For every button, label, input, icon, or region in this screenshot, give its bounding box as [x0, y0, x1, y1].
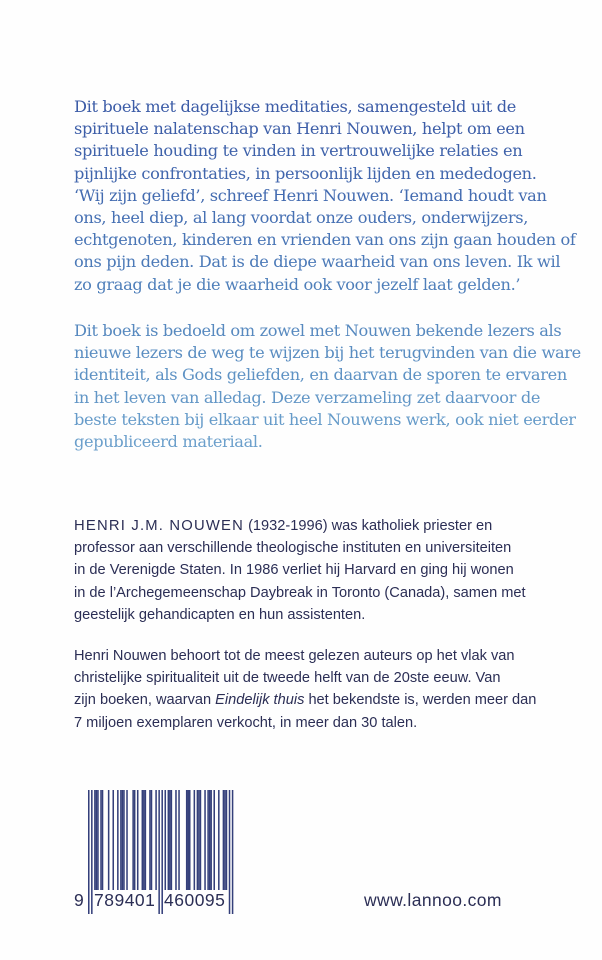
barcode-lead-digit: 9: [74, 890, 85, 910]
author-name: HENRI J.M. NOUWEN: [74, 518, 245, 534]
blurb-paragraph-2: [74, 320, 581, 453]
blurb-line: ons pijn deden. Dat is de diepe waarheid van ons leven. Ik wil: [74, 252, 561, 272]
blurb-line: spirituele houding te vinden in vertrouwelijke relaties en: [74, 141, 523, 161]
blurb-line: gepubliceerd materiaal.: [74, 432, 263, 452]
blurb-line: echtgenoten, kinderen en vrienden van ons zijn gaan houden of: [74, 230, 576, 250]
blurb-line: zo graag dat je die waarheid ook voor jezelf laat gelden.’: [74, 274, 521, 294]
bio-line: in de Verenigde Staten. In 1986 verliet hij Harvard en ging hij wonen: [74, 562, 514, 579]
blurb-line: ‘Wij zijn geliefd’, schreef Henri Nouwen. ‘Iemand houdt van: [74, 185, 547, 205]
barcode-left-digits: 789401: [94, 890, 158, 910]
author-bio-paragraph-1: [74, 515, 544, 626]
bio-line: [74, 689, 544, 711]
blurb-line: nieuwe lezers de weg te wijzen bij het terugvinden van die ware: [74, 343, 581, 363]
bio-text: zijn boeken, waarvan: [74, 692, 216, 709]
blurb-line: spirituele nalatenschap van Henri Nouwen, helpt om een: [74, 119, 525, 139]
blurb-line: in het leven van alledag. Deze verzameling zet daarvoor de: [74, 387, 541, 407]
blurb-line: identiteit, als Gods geliefden, en daarvan de sporen te ervaren: [74, 365, 567, 385]
bio-line: [74, 515, 544, 537]
bio-line: christelijke spiritualiteit uit de tweede helft van de 20ste eeuw. Van: [74, 670, 501, 687]
isbn-barcode: [74, 790, 254, 920]
book-title-italic: Eindelijk thuis: [215, 692, 305, 709]
bio-line: geestelijk gehandicapten en hun assistenten.: [74, 606, 366, 623]
author-bio-paragraph-2: [74, 645, 544, 734]
blurb-line: pijnlijke confrontaties, in persoonlijk lijden en mededogen.: [74, 163, 537, 183]
bio-line: in de l’Archegemeenschap Daybreak in Toronto (Canada), samen met: [74, 584, 526, 601]
bio-line: 7 miljoen exemplaren verkocht, in meer dan 30 talen.: [74, 714, 418, 731]
blurb-line: Dit boek met dagelijkse meditaties, samengesteld uit de: [74, 97, 516, 116]
blurb-line: ons, heel diep, al lang voordat onze ouders, onderwijzers,: [74, 208, 528, 228]
blurb-paragraph-1: [74, 96, 576, 296]
blurb-line: beste teksten bij elkaar uit heel Nouwens werk, ook niet eerder: [74, 409, 576, 429]
author-dates: (1932-1996) was katholiek priester en: [244, 518, 493, 534]
bio-line: Henri Nouwen behoort tot de meest gelezen auteurs op het vlak van: [74, 648, 515, 664]
bio-line: professor aan verschillende theologische instituten en universiteiten: [74, 540, 512, 557]
blurb-line: Dit boek is bedoeld om zowel met Nouwen bekende lezers als: [74, 321, 562, 340]
publisher-website-link[interactable]: www.lannoo.com: [364, 890, 502, 910]
barcode-right-digits: 460095: [164, 890, 228, 910]
bio-text: het bekendste is, werden meer dan: [304, 692, 537, 709]
